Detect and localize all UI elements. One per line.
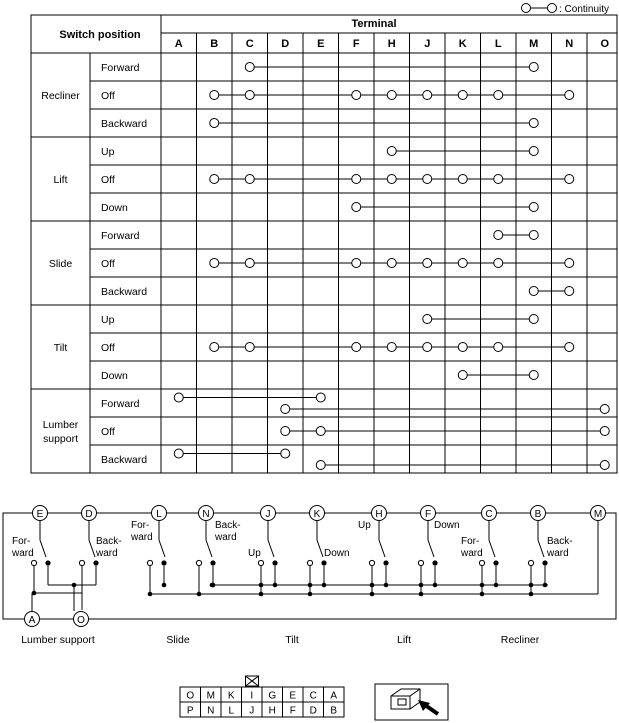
switch-label: ward — [12, 548, 34, 559]
terminal-header-L: L — [494, 38, 502, 50]
terminal-label-C: C — [485, 509, 493, 520]
terminal-label-H: H — [375, 509, 383, 520]
switch-blade — [206, 540, 212, 557]
junction — [308, 583, 313, 588]
continuity-node-O — [600, 405, 609, 414]
junction — [419, 583, 424, 588]
continuity-node-C — [245, 343, 254, 352]
continuity-node-F — [352, 343, 361, 352]
switch-position-header: Switch position — [59, 29, 141, 41]
switch-label: For- — [131, 520, 150, 531]
continuity-node-N — [565, 343, 574, 352]
connector-pin-O: O — [186, 690, 195, 702]
junction — [370, 592, 375, 597]
switch-blade — [317, 540, 323, 557]
continuity-node-J — [423, 175, 432, 184]
terminal-label-N: N — [202, 509, 210, 520]
continuity-node-E — [316, 461, 325, 470]
contact-closed — [432, 560, 437, 565]
switch-label: Down — [324, 548, 350, 559]
switch-label: Down — [434, 520, 460, 531]
continuity-node-J — [423, 259, 432, 268]
junction — [480, 583, 485, 588]
connector-pin-A: A — [330, 690, 338, 702]
switch-label: ward — [96, 548, 118, 559]
switch-label: For- — [461, 536, 480, 547]
position-label: Off — [101, 174, 115, 186]
continuity-node-A — [174, 449, 183, 458]
connector-pin-H: H — [268, 705, 276, 717]
terminal-header-D: D — [281, 38, 290, 50]
continuity-node-C — [245, 175, 254, 184]
continuity-node-N — [565, 175, 574, 184]
continuity-node-K — [458, 371, 467, 380]
group-label: Lumber support — [21, 634, 95, 646]
continuity-node-J — [423, 315, 432, 324]
continuity-node-H — [387, 91, 396, 100]
junction — [480, 592, 485, 597]
connector-pin-N: N — [207, 705, 215, 717]
contact-open — [258, 560, 263, 565]
continuity-node-L — [494, 343, 503, 352]
switch-blade — [159, 540, 165, 557]
terminal-header-M: M — [529, 38, 539, 50]
continuity-legend — [522, 4, 610, 16]
continuity-node-M — [529, 203, 538, 212]
contact-closed — [272, 560, 277, 565]
continuity-node-E — [316, 393, 325, 402]
contact-closed — [210, 560, 215, 565]
switch-label: Up — [248, 548, 261, 559]
continuity-node-K — [458, 175, 467, 184]
position-label: Forward — [101, 62, 140, 74]
terminal-label-A: A — [28, 615, 36, 626]
junction — [197, 592, 202, 597]
position-label: Forward — [101, 398, 140, 410]
connector-pin-J: J — [249, 705, 255, 717]
continuity-node-K — [458, 343, 467, 352]
terminal-header-O: O — [600, 38, 610, 50]
continuity-node-M — [529, 287, 538, 296]
continuity-node-M — [529, 371, 538, 380]
terminal-header-C: C — [245, 38, 254, 50]
position-label: Off — [101, 90, 115, 102]
switch-blade — [489, 540, 495, 557]
continuity-node-B — [210, 91, 219, 100]
connector-pin-B: B — [330, 705, 338, 717]
contact-closed — [542, 560, 547, 565]
terminal-label-L: L — [156, 509, 162, 520]
terminal-header-K: K — [458, 38, 467, 50]
terminal-header-A: A — [174, 38, 183, 50]
switch-label: ward — [461, 548, 483, 559]
contact-closed — [161, 560, 166, 565]
connector-pin-G: G — [268, 690, 277, 702]
contact-open — [479, 560, 484, 565]
continuity-node-L — [494, 231, 503, 240]
connector-face — [180, 676, 344, 717]
position-label: Up — [101, 314, 115, 326]
group-label: Recliner — [500, 634, 540, 646]
group-label: Tilt — [53, 342, 68, 354]
switch-label: Back- — [215, 520, 241, 531]
legend-text: : Continuity — [559, 4, 610, 15]
connector-pin-L: L — [228, 705, 235, 717]
continuity-node-M — [529, 147, 538, 156]
group-label: Lumber — [42, 419, 79, 431]
switch-label: ward — [215, 532, 237, 543]
terminal-header-F: F — [352, 38, 360, 50]
contact-closed — [493, 560, 498, 565]
junction — [162, 583, 167, 588]
terminal-label-M: M — [593, 509, 603, 520]
group-label: support — [42, 433, 79, 445]
switch-blade — [268, 540, 274, 557]
continuity-node-L — [494, 91, 503, 100]
connector-pin-K: K — [227, 690, 235, 702]
continuity-node-C — [245, 91, 254, 100]
group-label: Lift — [396, 634, 412, 646]
connector-pin-I: I — [250, 690, 254, 702]
connector-pin-M: M — [206, 690, 215, 702]
junction — [494, 583, 499, 588]
contact-open — [196, 560, 201, 565]
terminal-header-B: B — [210, 38, 219, 50]
connector-pin-D: D — [309, 705, 317, 717]
switch-circuit — [3, 506, 616, 647]
continuity-node-J — [423, 91, 432, 100]
position-label: Forward — [101, 230, 140, 242]
continuity-node-M — [529, 315, 538, 324]
terminal-label-E: E — [36, 509, 44, 520]
switch-label: ward — [547, 548, 569, 559]
switch-label: Back- — [96, 536, 122, 547]
continuity-node-A — [174, 393, 183, 402]
switch-label: Up — [358, 520, 371, 531]
terminal-label-B: B — [534, 509, 542, 520]
continuity-node-M — [529, 119, 538, 128]
continuity-node-H — [387, 147, 396, 156]
continuity-node-B — [210, 343, 219, 352]
group-label: Slide — [48, 258, 73, 270]
continuity-node-N — [565, 287, 574, 296]
continuity-node-B — [210, 119, 219, 128]
junction — [543, 583, 548, 588]
position-label: Down — [101, 370, 128, 382]
terminal-label-O: O — [77, 615, 85, 626]
junction — [433, 583, 438, 588]
contact-closed — [45, 560, 50, 565]
position-label: Up — [101, 146, 115, 158]
connector-pin-E: E — [289, 690, 297, 702]
continuity-node-F — [352, 259, 361, 268]
terminal-label-J: J — [265, 509, 271, 520]
continuity-node-H — [387, 259, 396, 268]
continuity-node-L — [494, 259, 503, 268]
terminal-header-J: J — [424, 38, 431, 50]
continuity-node-N — [565, 91, 574, 100]
continuity-node-M — [529, 63, 538, 72]
junction — [529, 592, 534, 597]
junction — [419, 592, 424, 597]
switch-blade — [538, 540, 544, 557]
switch-blade — [40, 540, 46, 557]
continuity-node-H — [387, 343, 396, 352]
continuity-node-D — [281, 449, 290, 458]
terminal-header-E: E — [317, 38, 325, 50]
continuity-node-E — [316, 427, 325, 436]
junction — [529, 583, 534, 588]
terminal-header: Terminal — [351, 18, 397, 30]
junction — [322, 583, 327, 588]
contact-closed — [383, 560, 388, 565]
continuity-table — [31, 15, 617, 473]
continuity-node-C — [245, 259, 254, 268]
contact-open — [369, 560, 374, 565]
continuity-node-F — [352, 203, 361, 212]
contact-open — [528, 560, 533, 565]
position-label: Backward — [101, 454, 148, 466]
group-label: Slide — [166, 634, 190, 646]
continuity-node-F — [352, 175, 361, 184]
junction — [384, 583, 389, 588]
switch-blade — [89, 540, 95, 557]
continuity-node-K — [458, 91, 467, 100]
continuity-node-N — [565, 259, 574, 268]
group-label: Tilt — [285, 634, 299, 646]
continuity-node-O — [600, 461, 609, 470]
connector-pin-C: C — [309, 690, 317, 702]
position-label: Backward — [101, 118, 148, 130]
contact-closed — [321, 560, 326, 565]
position-label: Off — [101, 258, 115, 270]
continuity-node-D — [281, 427, 290, 436]
continuity-node-L — [494, 175, 503, 184]
connector-pin-F: F — [289, 705, 296, 717]
continuity-node-M — [529, 231, 538, 240]
switch-label: Back- — [547, 536, 573, 547]
junction — [210, 583, 215, 588]
continuity-node-K — [458, 259, 467, 268]
contact-open — [147, 560, 152, 565]
connector-pin-P: P — [186, 705, 194, 717]
continuity-node-C — [245, 63, 254, 72]
junction — [273, 583, 278, 588]
contact-closed — [93, 560, 98, 565]
junction — [370, 583, 375, 588]
junction — [259, 592, 264, 597]
junction — [259, 583, 264, 588]
terminal-header-N: N — [565, 38, 574, 50]
switch-label: ward — [131, 532, 153, 543]
group-label: Lift — [53, 174, 68, 186]
position-label: Off — [101, 426, 115, 438]
continuity-node-B — [210, 175, 219, 184]
switch-blade — [379, 540, 385, 557]
terminal-header-H: H — [387, 38, 396, 50]
position-label: Off — [101, 342, 115, 354]
contact-open — [31, 560, 36, 565]
connector-icon — [375, 684, 448, 720]
terminal-label-D: D — [85, 509, 93, 520]
continuity-node-O — [600, 427, 609, 436]
switch-label: For- — [12, 536, 31, 547]
position-label: Down — [101, 202, 128, 214]
contact-open — [418, 560, 423, 565]
continuity-node-J — [423, 343, 432, 352]
terminal-label-F: F — [424, 509, 432, 520]
junction — [308, 592, 313, 597]
switch-blade — [428, 540, 434, 557]
continuity-node-H — [387, 175, 396, 184]
continuity-node-B — [210, 259, 219, 268]
position-label: Backward — [101, 286, 148, 298]
junction — [148, 592, 153, 597]
continuity-node-F — [352, 91, 361, 100]
contact-open — [79, 560, 84, 565]
contact-open — [307, 560, 312, 565]
terminal-label-K: K — [313, 509, 321, 520]
continuity-node-D — [281, 405, 290, 414]
group-label: Recliner — [41, 90, 80, 102]
